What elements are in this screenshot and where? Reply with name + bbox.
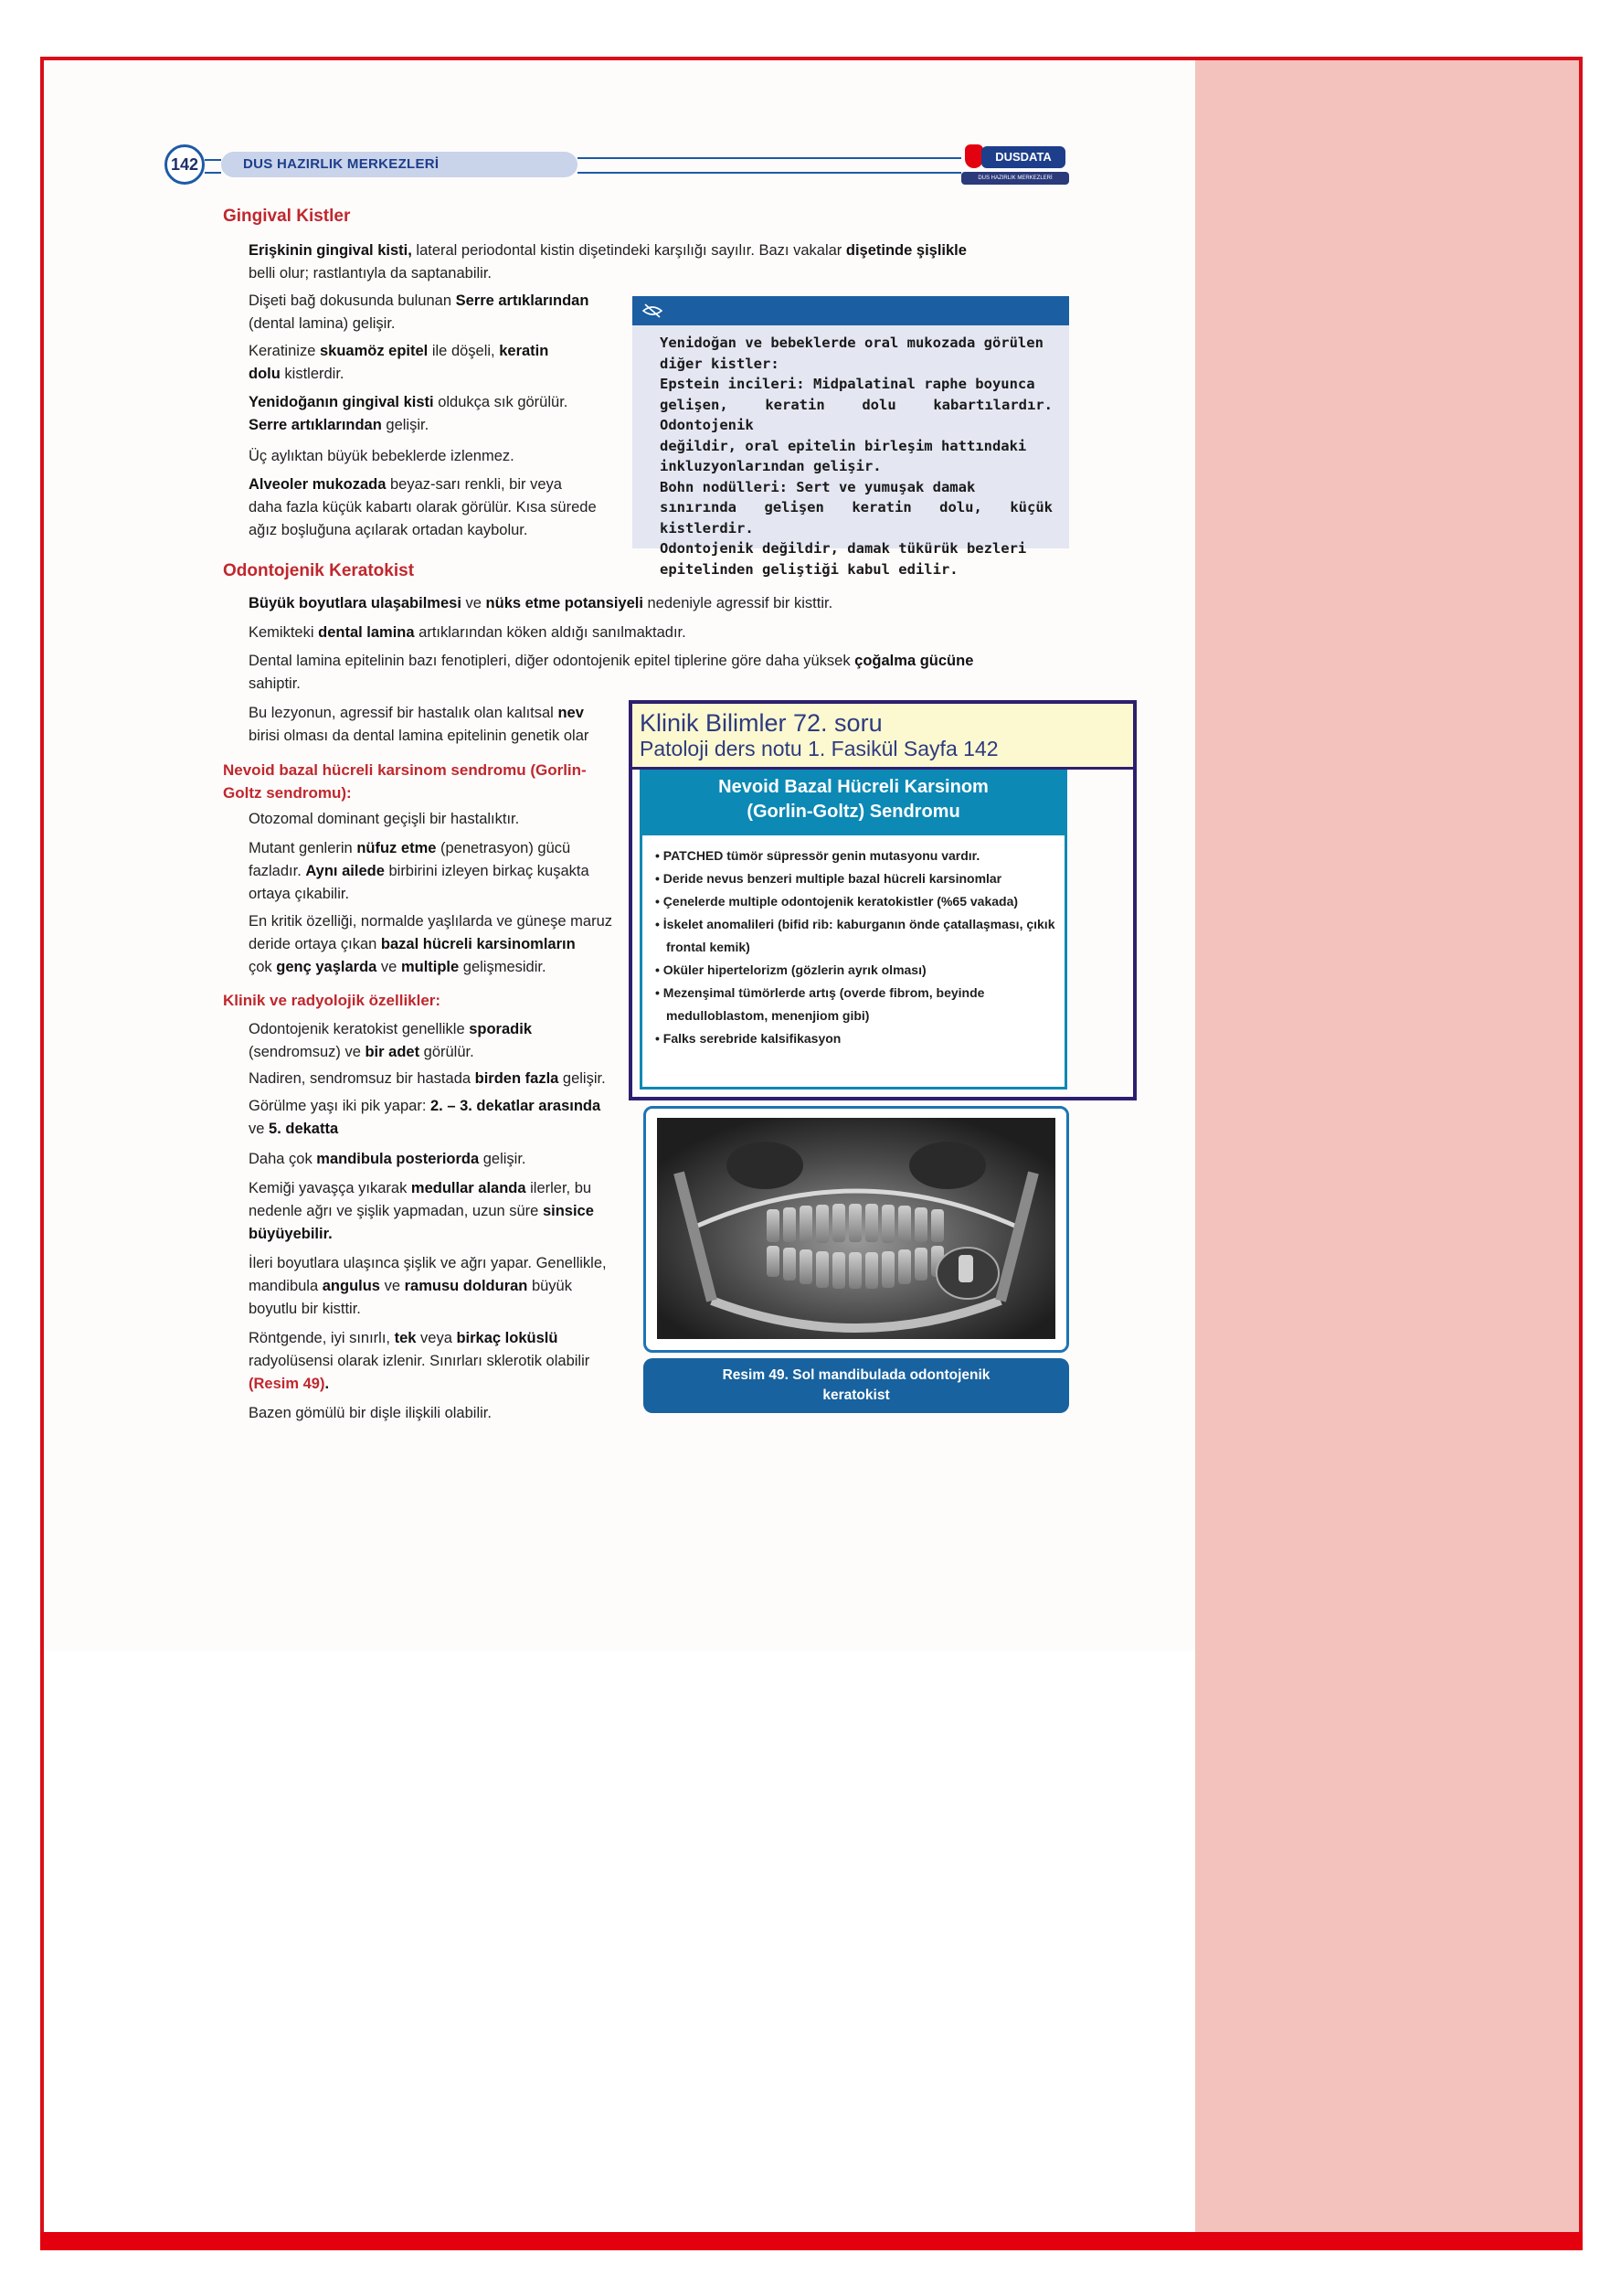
bold-text: nüfuz etme — [356, 840, 437, 856]
text: birisi olması da dental lamina epitelinin genetik olar — [249, 728, 589, 744]
text: lateral periodontal kistin dişetindeki karşılığı sayılır. Bazı vakalar — [411, 242, 846, 259]
text: boyutlu bir kisttir. — [249, 1301, 361, 1317]
section-title-gingival: Gingival Kistler — [223, 207, 351, 226]
text: beyaz-sarı renkli, bir veya — [386, 476, 562, 493]
text: gelişir. — [479, 1151, 526, 1167]
syndrome-list-item: • PATCHED tümör süpressör genin mutasyonu vardır. — [655, 848, 980, 863]
text: birbirini izleyen birkaç kuşakta — [384, 863, 589, 879]
text: Nevoid Bazal Hücreli Karsinom — [718, 777, 989, 797]
bold-text: Aynı ailede — [305, 863, 385, 879]
bold-text: dolu — [249, 366, 281, 382]
eye-icon — [641, 302, 663, 320]
subsection-title-nbccs — [223, 759, 634, 804]
logo-tagline: DUS HAZIRLIK MERKEZLERİ — [961, 172, 1069, 185]
header-divider-right — [577, 157, 961, 174]
bold-text: mandibula posteriorda — [316, 1151, 480, 1167]
section-title-okc: Odontojenik Keratokist — [223, 561, 415, 580]
text: ortaya çıkabilir. — [249, 886, 350, 902]
bold-text: bir adet — [365, 1044, 420, 1060]
info-box-line: Odontojenik değildir, damak tükürük bezleri — [660, 540, 1027, 557]
text: (sendromsuz) ve — [249, 1044, 366, 1060]
text: Bu lezyonun, agressif bir hastalık olan kalıtsal — [249, 705, 558, 721]
annotation-label — [632, 704, 1133, 770]
bold-text: Serre artıklarından — [455, 292, 589, 309]
info-box-line: gelişen, keratin dolu kabartılardır. Odontojenik — [660, 396, 1053, 433]
text: Goltz sendromu): — [223, 784, 352, 802]
bold-text: Yenidoğanın gingival kisti — [249, 394, 434, 410]
bold-text: Serre artıklarından — [249, 417, 382, 433]
bold-text: ramusu dolduran — [404, 1278, 528, 1294]
paragraph — [249, 622, 1071, 644]
bold-text: skuamöz epitel — [319, 343, 429, 359]
text: Nadiren, sendromsuz bir hastada — [249, 1070, 475, 1087]
info-box-line: Yenidoğan ve bebeklerde oral mukozada görülen — [660, 335, 1044, 351]
info-box-line: Bohn nodülleri: Sert ve yumuşak damak — [660, 478, 976, 495]
text: Kemikteki — [249, 624, 319, 641]
bold-text: dişetinde şişlikle — [845, 242, 967, 259]
bold-text: Alveoler mukozada — [249, 476, 387, 493]
bold-text: birkaç loküslü — [456, 1330, 558, 1346]
syndrome-list-item: • Çenelerde multiple odontojenik keratokistler (%65 vakada) — [655, 894, 1019, 909]
text: (Gorlin-Goltz) Sendromu — [747, 802, 960, 822]
bold-text: Erişkinin gingival kisti, — [249, 242, 412, 259]
info-box — [632, 296, 1069, 578]
text: En kritik özelliği, normalde yaşlılarda ve güneşe maruz — [249, 913, 613, 930]
info-box-line: inkluzyonlarından gelişir. — [660, 458, 882, 474]
text: nedeniyle agressif bir kisttir. — [642, 595, 833, 611]
dusdata-logo — [961, 141, 1069, 188]
annotation-box — [629, 700, 1137, 1100]
header-banner: DUS HAZIRLIK MERKEZLERİ — [221, 152, 577, 177]
bold-text: sporadik — [469, 1021, 532, 1037]
text: . Sınırları sklerotik olabilir — [420, 1353, 590, 1369]
annotation-line-2: Patoloji ders notu 1. Fasikül Sayfa 142 — [640, 737, 999, 760]
paragraph — [249, 239, 1071, 285]
bold-text: keratin — [499, 343, 549, 359]
text: gelişir. — [558, 1070, 606, 1087]
text: veya — [416, 1330, 457, 1346]
paragraph — [249, 702, 632, 748]
info-box-line: değildir, oral epitelin birleşim hattındaki — [660, 437, 1027, 454]
text: Keratinize — [249, 343, 320, 359]
paragraph: Bazen gömülü bir dişle ilişkili olabilir. — [249, 1405, 492, 1421]
annotation-line-1: Klinik Bilimler 72. soru — [640, 709, 883, 737]
text: ve — [380, 1278, 405, 1294]
text: (dental lamina) gelişir. — [249, 315, 396, 332]
bold-text: genç yaşlarda — [276, 959, 377, 975]
text: artıklarından köken aldığı sanılmaktadır. — [414, 624, 686, 641]
figure-frame — [643, 1106, 1069, 1353]
syndrome-list-item: • Deride nevus benzeri multiple bazal hücreli karsinomlar — [655, 871, 1002, 886]
paragraph — [249, 1148, 632, 1171]
info-box-text — [660, 333, 1053, 579]
bold-text: büyüyebilir. — [249, 1226, 333, 1242]
paragraph — [249, 1068, 632, 1090]
text: Daha çok — [249, 1151, 317, 1167]
page-header — [164, 144, 1069, 186]
text: sahiptir. — [249, 675, 301, 692]
bold-text: 2. – 3. dekatlar arasında — [429, 1098, 601, 1114]
tooth-icon — [965, 144, 983, 168]
text: Görülme yaşı iki pik yapar: — [249, 1098, 430, 1114]
text: kistlerdir. — [280, 366, 344, 382]
bold-text: multiple — [400, 959, 460, 975]
panoramic-xray-image — [657, 1118, 1055, 1339]
info-box-line: diğer kistler: — [660, 355, 779, 372]
text: ve — [249, 1121, 270, 1137]
text: ile döşeli, — [428, 343, 500, 359]
text: radyolüsensi olarak izlenir — [249, 1353, 421, 1369]
text: keratokist — [822, 1387, 890, 1403]
text: (penetrasyon) gücü — [436, 840, 571, 856]
paragraph — [249, 1177, 632, 1246]
bold-text: angulus — [322, 1278, 380, 1294]
subsection-title-clinic: Klinik ve radyolojik özellikler: — [223, 992, 441, 1009]
bold-text: çoğalma gücüne — [854, 653, 974, 669]
info-box-header — [632, 296, 1069, 325]
paragraph — [249, 473, 632, 542]
bold-text: nüks etme potansiyeli — [485, 595, 643, 611]
paragraph — [249, 592, 1071, 615]
info-box-line: Epstein incileri: Midpalatinal raphe boyunca — [660, 376, 1035, 392]
text: daha fazla küçük kabartı olarak görülür. Kısa sürede — [249, 499, 597, 516]
text: oldukça sık görülür. — [433, 394, 568, 410]
bold-text: 5. dekatta — [269, 1121, 339, 1137]
text: Dental lamina epitelinin bazı fenotipleri, diğer odontojenik epitel tiplerine göre daha yüksek — [249, 653, 855, 669]
text: ilerler, bu — [525, 1180, 592, 1196]
figure-reference: (Resim 49) — [249, 1376, 325, 1392]
text: fazladır. — [249, 863, 306, 879]
paragraph — [249, 1095, 632, 1141]
paragraph — [249, 290, 623, 335]
text: Dişeti bağ dokusunda bulunan — [249, 292, 456, 309]
page-number: 142 — [164, 144, 205, 185]
text: Nevoid bazal hücreli karsinom sendromu (Gorlin- — [223, 761, 587, 779]
bold-text: birden fazla — [474, 1070, 559, 1087]
bold-text: bazal hücreli karsinomların — [380, 936, 576, 952]
paragraph — [249, 340, 623, 386]
syndrome-list-item: • İskelet anomalileri (bifid rib: kaburganın önde çatallaşması, çıkık frontal kemik) — [655, 917, 1055, 954]
text: belli olur; rastlantıyla da saptanabilir. — [249, 265, 492, 282]
text: ağız boşluğuna açılarak ortadan kaybolur. — [249, 522, 528, 538]
bold-text: Büyük boyutlara ulaşabilmesi — [249, 595, 461, 611]
text: Röntgende, iyi sınırlı, — [249, 1330, 395, 1346]
paragraph: Üç aylıktan büyük bebeklerde izlenmez. — [249, 448, 514, 464]
bold-text: dental lamina — [318, 624, 415, 641]
syndrome-list-item: • Oküler hipertelorizm (gözlerin ayrık olması) — [655, 962, 927, 977]
text: nedenle ağrı ve şişlik yapmadan, uzun süre — [249, 1203, 543, 1219]
bold-text: tek — [394, 1330, 417, 1346]
paragraph — [249, 1018, 632, 1064]
figure-caption — [643, 1358, 1069, 1413]
paragraph — [249, 910, 632, 979]
info-box-line: epitelinden geliştiği kabul edilir. — [660, 560, 959, 578]
text: çok — [249, 959, 277, 975]
paragraph — [249, 650, 1071, 696]
bottom-bar — [40, 2232, 1583, 2250]
logo-text: DUSDATA — [981, 146, 1065, 168]
paragraph — [249, 391, 623, 437]
text: gelişir. — [381, 417, 429, 433]
syndrome-list-item: • Falks serebride kalsifikasyon — [655, 1031, 842, 1046]
bold-text: . — [324, 1376, 330, 1392]
bold-text: sinsice — [542, 1203, 594, 1219]
text: büyük — [527, 1278, 572, 1294]
paragraph: Otozomal dominant geçişli bir hastalıktır. — [249, 811, 520, 827]
bold-text: nev — [557, 705, 584, 721]
info-box-line: sınırında gelişen keratin dolu, küçük kistlerdir. — [660, 499, 1053, 537]
paragraph — [249, 837, 632, 906]
paragraph — [249, 1252, 632, 1321]
text: Odontojenik keratokist genellikle — [249, 1021, 470, 1037]
text: mandibula — [249, 1278, 323, 1294]
text: ve — [461, 595, 486, 611]
syndrome-list-item: • Mezenşimal tümörlerde artış (overde fibrom, beyinde medulloblastom, menenjiom gibi) — [655, 985, 985, 1023]
text: ve — [376, 959, 401, 975]
paragraph — [249, 1327, 632, 1396]
text: gelişmesidir. — [459, 959, 546, 975]
text: Kemiği yavaşça yıkarak — [249, 1180, 411, 1196]
bold-text: medullar alanda — [410, 1180, 526, 1196]
text: İleri boyutlara ulaşınca şişlik ve ağrı yapar. Genellikle, — [249, 1255, 607, 1271]
text: görülür. — [419, 1044, 474, 1060]
text: Resim 49. Sol mandibulada odontojenik — [722, 1367, 991, 1383]
text: Mutant genlerin — [249, 840, 357, 856]
text: deride ortaya çıkan — [249, 936, 381, 952]
header-divider — [205, 159, 221, 174]
